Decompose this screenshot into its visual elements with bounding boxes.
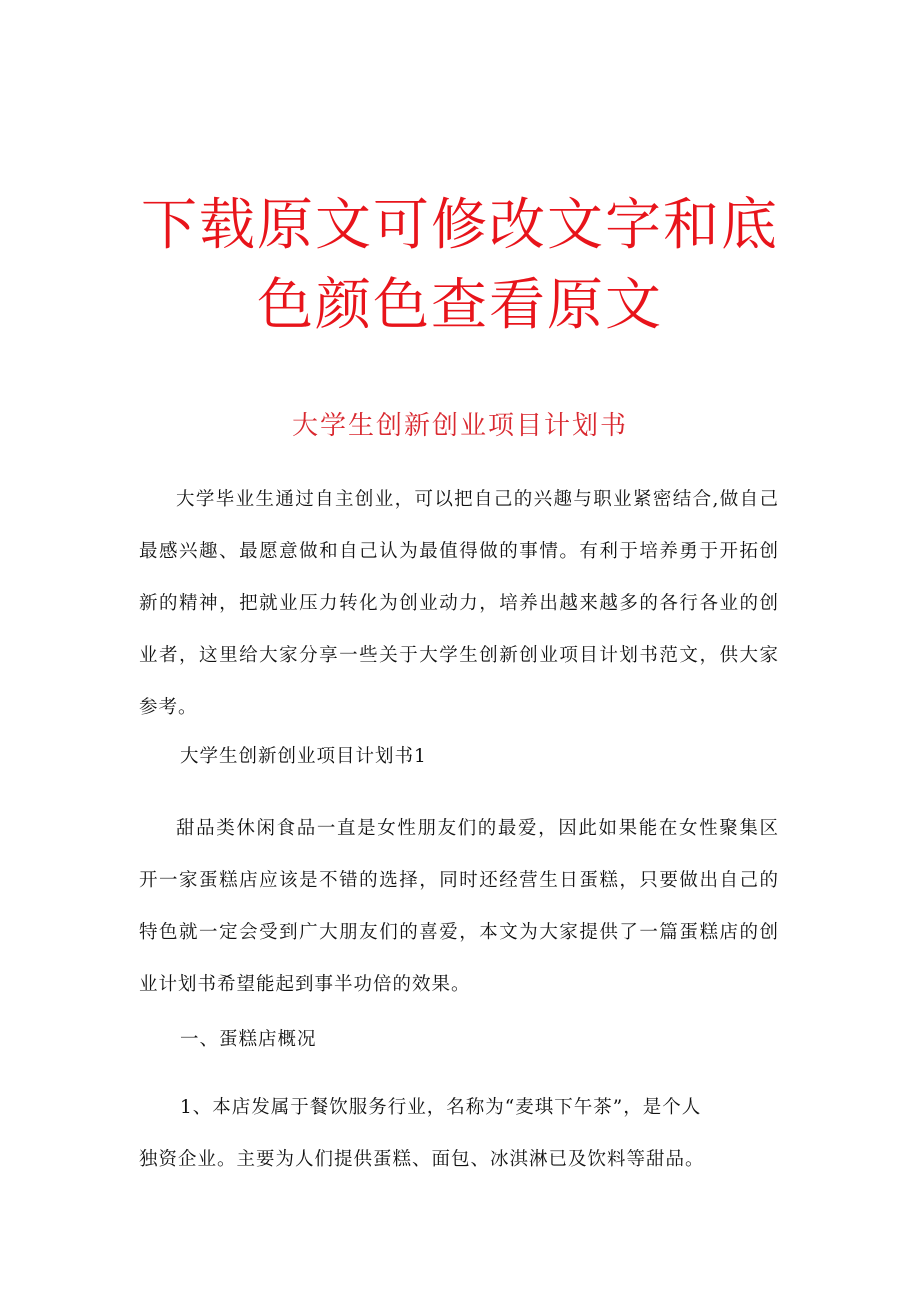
list-item-1-line-1: 1、本店发属于餐饮服务行业，名称为“麦琪下午茶”，是个人: [180, 1097, 702, 1118]
subheading-overview: 一、蛋糕店概况: [180, 1029, 317, 1050]
list-item-1-line-2: 独资企业。主要为人们提供蛋糕、面包、冰淇淋已及饮料等甜品。: [139, 1149, 705, 1170]
section-heading: 大学生创新创业项目计划书1: [180, 746, 427, 767]
intro-paragraph: 大学毕业生通过自主创业，可以把自己的兴趣与职业紧密结合,做自己最感兴趣、最愿意做和自己认为最值得做的事情。有利于培养勇于开拓创新的精神，把就业压力转化为创业动力，培养出越来越多的各行各业的创业者，这里给大家分享一些关于大学生创新创业项目计划书范文，供大家参考。: [139, 489, 779, 718]
document-title: 大学生创新创业项目计划书: [291, 411, 628, 441]
body-paragraph-1: 甜品类休闲食品一直是女性朋友们的最爱，因此如果能在女性聚集区开一家蛋糕店应该是不错的选择，同时还经营生日蛋糕，只要做出自己的特色就一定会受到广大朋友们的喜爱，本文为大家提供了一篇蛋糕店的创业计划书希望能起到事半功倍的效果。: [139, 818, 779, 995]
download-banner: [120, 186, 800, 346]
banner-line-2: 色颜色查看原文: [257, 273, 663, 338]
banner-line-1: 下载原文可修改文字和底: [141, 193, 779, 258]
